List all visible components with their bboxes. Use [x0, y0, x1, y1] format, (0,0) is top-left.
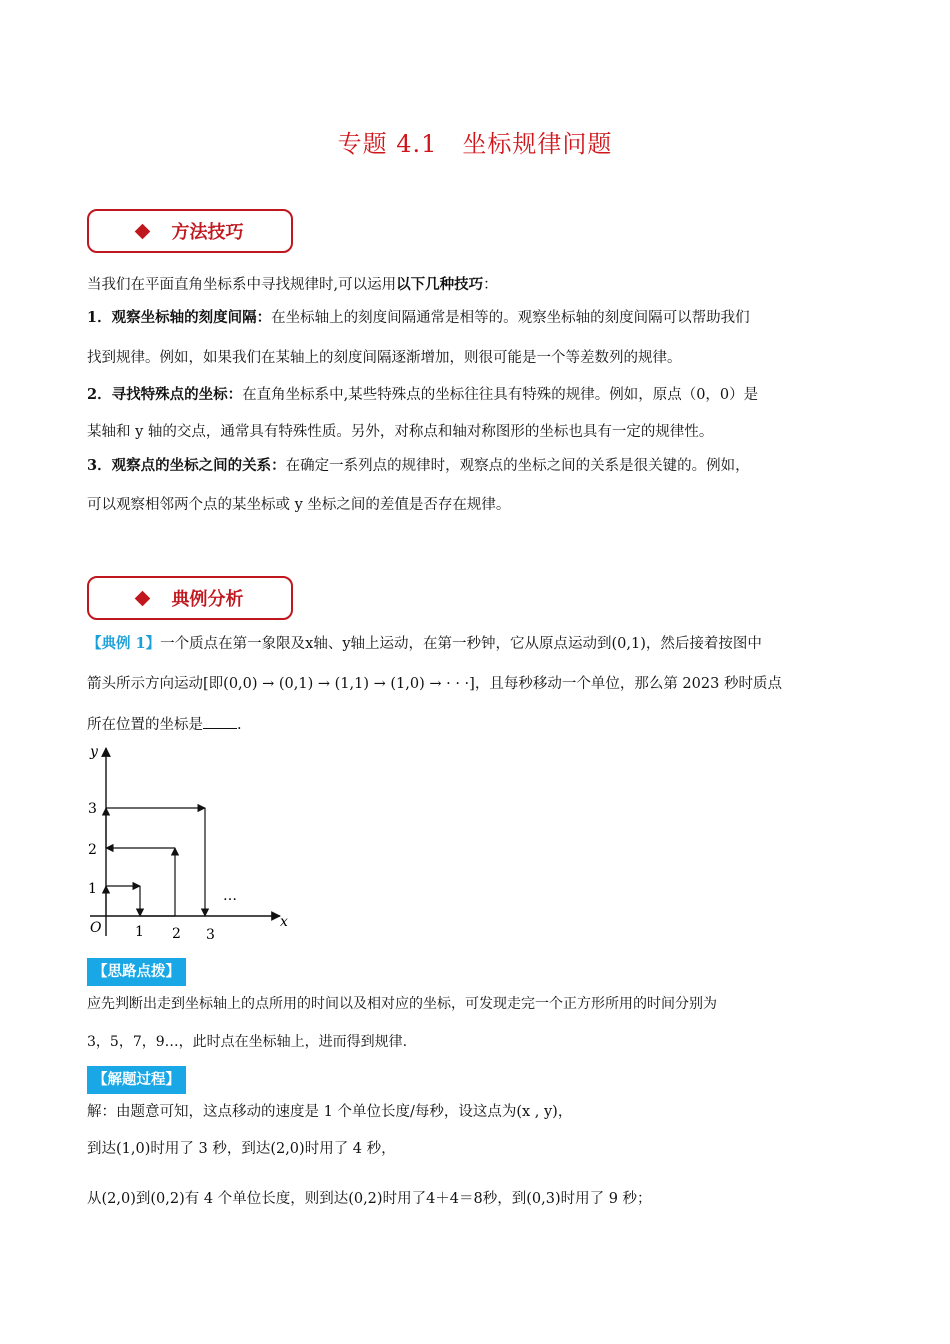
x-tick-1: 1	[135, 924, 144, 940]
tip-2-line-2: 某轴和 y 轴的交点，通常具有特殊性质。另外，对称点和轴对称图形的坐标也具有一定的规律性。	[87, 424, 714, 440]
page-title: 专题 4.1 坐标规律问题	[337, 130, 613, 158]
y-axis-label: y	[90, 744, 98, 760]
x-tick-3: 3	[206, 927, 215, 943]
tip-text: 在坐标轴上的刻度间隔通常是相等的。观察坐标轴的刻度间隔可以帮助我们	[271, 310, 750, 326]
intro-prefix: 当我们在平面直角坐标系中寻找规律时,可以运用	[87, 277, 397, 293]
section-header-label: 典例分析	[171, 589, 244, 610]
solution-line-1: 解：由题意可知，这点移动的速度是 1 个单位长度/每秒，设这点为(x , y)，	[87, 1104, 573, 1120]
diamond-icon	[134, 223, 150, 239]
example-text: 一个质点在第一象限及x轴、y轴上运动，在第一秒钟，它从原点运动到(0,1)，然后接着按图中	[160, 636, 762, 652]
y-tick-3: 3	[88, 801, 97, 817]
tip-number: 1．	[87, 309, 112, 326]
intro-text	[87, 275, 867, 295]
tip-3-line-1	[87, 456, 867, 476]
y-tick-1: 1	[88, 881, 97, 897]
intro-bold: 以下几种技巧	[396, 276, 484, 293]
diamond-icon	[134, 590, 150, 606]
tip-heading: 寻找特殊点的坐标：	[111, 386, 243, 403]
solution-line-2: 到达(1,0)时用了 3 秒，到达(2,0)时用了 4 秒，	[87, 1141, 396, 1157]
answer-blank	[203, 714, 237, 729]
tip-text: 在直角坐标系中,某些特殊点的坐标往往具有特殊的规律。例如，原点（0，0）是	[242, 387, 759, 403]
section-header-methods	[87, 209, 293, 253]
tip-2-line-1	[87, 385, 867, 405]
tip-number: 3．	[87, 457, 112, 474]
x-tick-2: 2	[172, 926, 181, 942]
solution-line-3: 从(2,0)到(0,2)有 4 个单位长度，则到达(0,2)时用了4＋4＝8秒，到(0,3)时用了 9 秒；	[87, 1191, 652, 1207]
solution-tag: 【解题过程】	[87, 1066, 186, 1094]
tip-3-line-2: 可以观察相邻两个点的某坐标或 y 坐标之间的差值是否存在规律。	[87, 497, 511, 513]
tip-heading: 观察坐标轴的刻度间隔：	[111, 309, 272, 326]
tip-heading: 观察点的坐标之间的关系：	[111, 457, 286, 474]
example-tag: 【典例 1】	[87, 635, 161, 652]
origin-label: O	[90, 920, 102, 936]
example-line-3: 所在位置的坐标是 .	[87, 714, 867, 735]
tip-1-line-1	[87, 308, 867, 328]
tip-text: 在确定一系列点的规律时，观察点的坐标之间的关系是很关键的。例如，	[285, 458, 750, 474]
x-axis-label: x	[280, 914, 288, 930]
ellipsis: …	[223, 888, 237, 904]
coordinate-graph	[80, 740, 300, 948]
hint-line-2: 3，5，7，9…，此时点在坐标轴上，进而得到规律.	[87, 1034, 408, 1050]
hint-line-1: 应先判断出走到坐标轴上的点所用的时间以及相对应的坐标，可发现走完一个正方形所用的时间分别为	[87, 996, 717, 1012]
intro-suffix: ：	[483, 277, 498, 293]
y-tick-2: 2	[88, 842, 97, 858]
section-header-examples	[87, 576, 293, 620]
section-header-label: 方法技巧	[171, 222, 244, 243]
tip-number: 2．	[87, 386, 112, 403]
tip-1-line-2: 找到规律。例如，如果我们在某轴上的刻度间隔逐渐增加，则很可能是一个等差数列的规律。	[87, 350, 682, 366]
hint-tag: 【思路点拨】	[87, 958, 186, 986]
example-line-2: 箭头所示方向运动[即(0,0) → (0,1) → (1,1) → (1,0) → · · ·]，且每秒移动一个单位，那么第 2023 秒时质点	[87, 676, 782, 692]
example-line-1	[87, 634, 867, 654]
example-text: 所在位置的坐标是	[87, 717, 203, 733]
